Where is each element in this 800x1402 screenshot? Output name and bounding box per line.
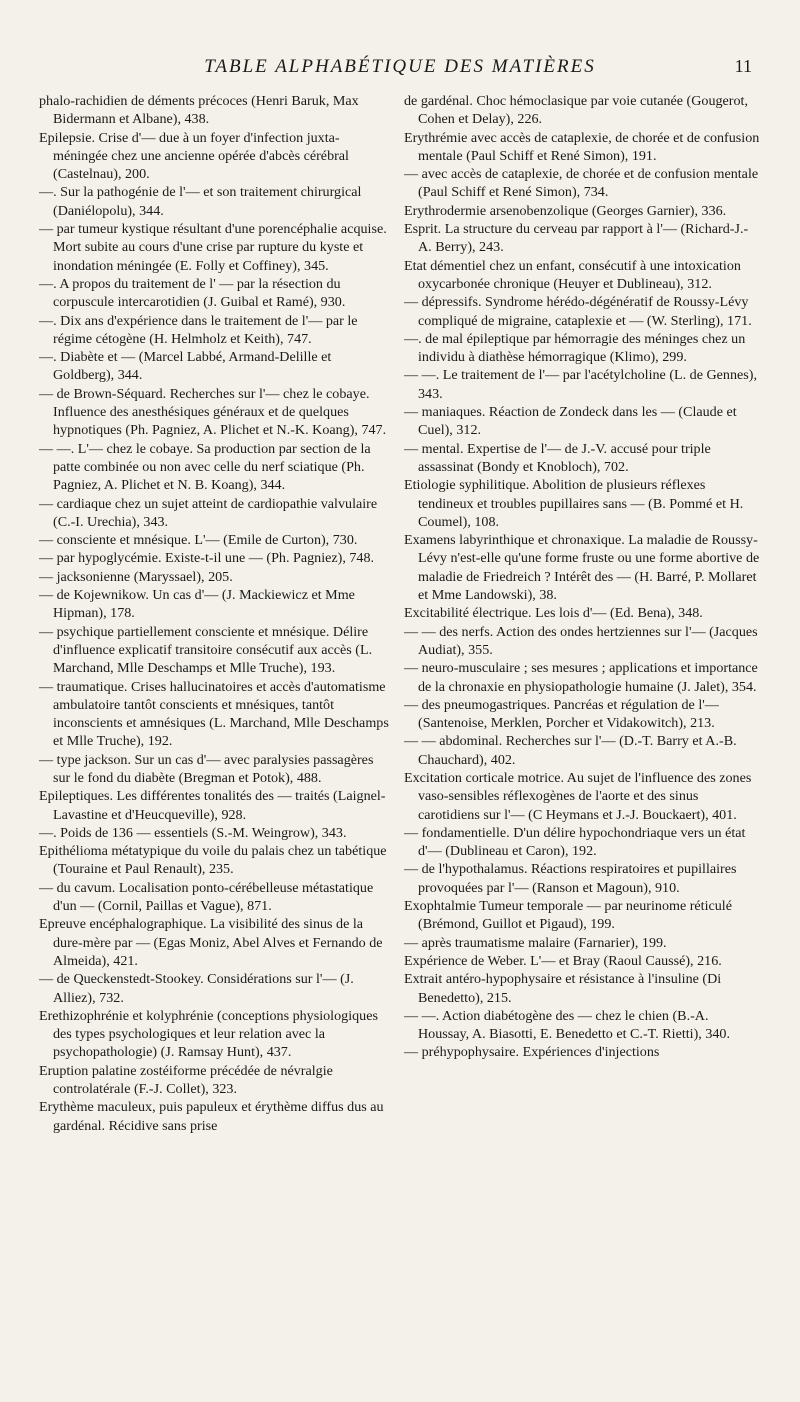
index-entry: Epileptiques. Les différentes tonalités des — traités (Laignel-Lavastine et d'Heucqueville), 928. [39, 788, 386, 823]
index-entry: Exophtalmie Tumeur temporale — par neurinome réticulé (Brémond, Guillot et Pigaud), 199. [404, 898, 732, 933]
index-entry: —. A propos du traitement de l' — par la résection du corpuscule intercarotidien (J. Guibal et Ramé), 930. [39, 275, 346, 311]
index-entry: Epreuve encéphalographique. La visibilité des sinus de la dure-mère par — (Egas Moniz, Abel Alves et Fernando de Almeida), 421. [39, 916, 383, 969]
page-number: 11 [734, 56, 752, 76]
right-column [404, 92, 760, 1062]
index-entry: Erethizophrénie et kolyphrénie (conceptions physiologiques des types psychologiques et leur relation avec la psychopathologie) (J. Ramsay Hunt), 437. [39, 1007, 378, 1061]
index-entry: — des pneumogastriques. Pancréas et régulation de l'— (Santenoise, Merklen, Porcher et Vidakowitch), 213. [404, 696, 719, 732]
index-entry: — traumatique. Crises hallucinatoires et accès d'automatisme ambulatoire tantôt conscients et mnésiques, tantôt inconscients et amnésiques (L. Marchand, Mlle Deschamps et Mlle Truche), 192. [39, 678, 389, 750]
index-entry: —. Dix ans d'expérience dans le traitement de l'— par le régime cétogène (H. Helmholz et Keith), 747. [39, 312, 358, 347]
index-entry: Examens labyrinthique et chronaxique. La maladie de Roussy-Lévy n'est-elle qu'une forme fruste ou une forme abortive de maladie de Friedreich ? Intérêt des — (H. Barré, P. Mollaret et Mme Landowski), 38. [404, 532, 760, 604]
index-entry: Extrait antéro-hypophysaire et résistance à l'insuline (Di Benedetto), 215. [404, 971, 722, 1006]
index-entry: — avec accès de cataplexie, de chorée et de confusion mentale (Paul Schiff et René Simon), 734. [404, 166, 759, 201]
index-entry: — —. Le traitement de l'— par l'acétylcholine (L. de Gennes), 343. [404, 367, 757, 402]
index-entry: —. Poids de 136 — essentiels (S.-M. Weingrow), 343. [39, 824, 347, 841]
index-entry: — — abdominal. Recherches sur l'— (D.-T. Barry et A.-B. Chauchard), 402. [404, 733, 737, 768]
left-column [39, 92, 391, 1135]
running-title: TABLE ALPHABÉTIQUE DES MATIÈRES [204, 56, 596, 77]
index-entry: — psychique partiellement consciente et mnésique. Délire d'influence explicatif transitoire consécutif aux accès (L. Marchand, Mlle Deschamps et Mlle Truche), 193. [39, 623, 373, 677]
index-entry: — dépressifs. Syndrome hérédo-dégénératif de Roussy-Lévy compliqué de migraine, cataplexie et — (W. Sterling), 171. [404, 294, 752, 329]
index-entry: —. Sur la pathogénie de l'— et son traitement chirurgical (Daniélopolu), 344. [39, 184, 362, 219]
index-entry: — —. Action diabétogène des — chez le chien (B.-A. Houssay, A. Biasotti, E. Benedetto et C.-T. Rietti), 340. [404, 1007, 730, 1043]
index-entry: Erythème maculeux, puis papuleux et érythème diffus dus au gardénal. Récidive sans prise [39, 1099, 384, 1134]
index-entry: Excitabilité électrique. Les lois d'— (Ed. Bena), 348. [404, 605, 703, 622]
index-entry: — type jackson. Sur un cas d'— avec paralysies passagères sur le fond du diabète (Bregman et Potok), 488. [39, 751, 374, 786]
index-entry: — fondamentielle. D'un délire hypochondriaque vers un état d'— (Dublineau et Caron), 192. [404, 824, 746, 860]
index-entry: — consciente et mnésique. L'— (Emile de Curton), 730. [39, 532, 358, 549]
index-entry: — neuro-musculaire ; ses mesures ; applications et importance de la chronaxie en physiopathologie humaine (J. Jalet), 354. [404, 660, 758, 695]
index-entry: Excitation corticale motrice. Au sujet de l'influence des zones vaso-sensibles réflexogènes de l'aorte et des sinus carotidiens sur l'— (C Heymans et J.-J. Bouckaert), 401. [404, 769, 752, 823]
index-entry: Epilepsie. Crise d'— due à un foyer d'infection juxta-méningée chez une ancienne opérée d'abcès cérébral (Castelnau), 200. [39, 129, 349, 183]
index-entry: — maniaques. Réaction de Zondeck dans les — (Claude et Cuel), 312. [404, 404, 737, 439]
index-entry: — — des nerfs. Action des ondes hertziennes sur l'— (Jacques Audiat), 355. [404, 623, 758, 658]
index-entry: — mental. Expertise de l'— de J.-V. accusé pour triple assassinat (Bondy et Knobloch), 702. [404, 440, 711, 475]
index-entry: —. Diabète et — (Marcel Labbé, Armand-Delille et Goldberg), 344. [39, 349, 332, 384]
index-entry: Eruption palatine zostéiforme précédée de névralgie controlatérale (F.-J. Collet), 323. [39, 1062, 333, 1098]
index-entry: — de Brown-Séquard. Recherches sur l'— chez le cobaye. Influence des anesthésiques généraux et de quelques hypnotiques (Ph. Pagniez, A. Plichet et N.-K. Koang), 747. [39, 385, 387, 439]
index-entry: — par hypoglycémie. Existe-t-il une — (Ph. Pagniez), 748. [39, 550, 375, 567]
index-entry: Etat démentiel chez un enfant, consécutif à une intoxication oxycarbonée chronique (Heuyer et Dublineau), 312. [404, 257, 741, 292]
index-entry: — jacksonienne (Maryssael), 205. [39, 568, 233, 585]
index-entry: Esprit. La structure du cerveau par rapport à l'— (Richard-J.-A. Berry), 243. [404, 221, 749, 256]
index-entry: — cardiaque chez un sujet atteint de cardiopathie valvulaire (C.-I. Urechia), 343. [39, 495, 378, 530]
index-entry: — de l'hypothalamus. Réactions respiratoires et pupillaires provoquées par l'— (Ranson et Magoun), 910. [404, 861, 737, 896]
index-entry: — du cavum. Localisation ponto-cérébelleuse métastatique d'un — (Cornil, Paillas et Vague), 871. [39, 879, 374, 915]
index-entry: — après traumatisme malaire (Farnarier), 199. [404, 934, 667, 951]
index-entry: Etiologie syphilitique. Abolition de plusieurs réflexes tendineux et troubles pupillaires sans — (B. Pommé et H. Coumel), 108. [404, 477, 744, 530]
index-entry: — préhypophysaire. Expériences d'injections [404, 1044, 660, 1061]
index-entry: — de Kojewnikow. Un cas d'— (J. Mackiewicz et Mme Hipman), 178. [39, 587, 355, 622]
index-entry: Epithélioma métatypique du voile du palais chez un tabétique (Touraine et Paul Renault), 235. [39, 843, 387, 878]
index-entry: de gardénal. Choc hémoclasique par voie cutanée (Gougerot, Cohen et Delay), 226. [404, 93, 748, 128]
index-entry: Expérience de Weber. L'— et Bray (Raoul Caussé), 216. [404, 952, 722, 969]
index-entry: phalo-rachidien de déments précoces (Henri Baruk, Max Bidermann et Albane), 438. [39, 93, 359, 128]
page-header [0, 50, 800, 82]
index-entry: Erythrémie avec accès de cataplexie, de chorée et de confusion mentale (Paul Schiff et René Simon), 191. [404, 129, 760, 164]
index-entry: —. de mal épileptique par hémorragie des méninges chez un individu à diathèse hémorragique (Klimo), 299. [404, 330, 746, 366]
index-entry: — par tumeur kystique résultant d'une porencéphalie acquise. Mort subite au cours d'une crise par rupture du kyste et inondation méningée (E. Folly et Coffiney), 345. [39, 221, 387, 274]
index-entry: — —. L'— chez le cobaye. Sa production par section de la patte combinée ou non avec celle du nerf sciatique (Ph. Pagniez, A. Plichet et N. B. Koang), 344. [39, 440, 371, 494]
index-entry: Erythrodermie arsenobenzolique (Georges Garnier), 336. [404, 202, 727, 219]
index-entry: — de Queckenstedt-Stookey. Considérations sur l'— (J. Alliez), 732. [39, 971, 354, 1006]
